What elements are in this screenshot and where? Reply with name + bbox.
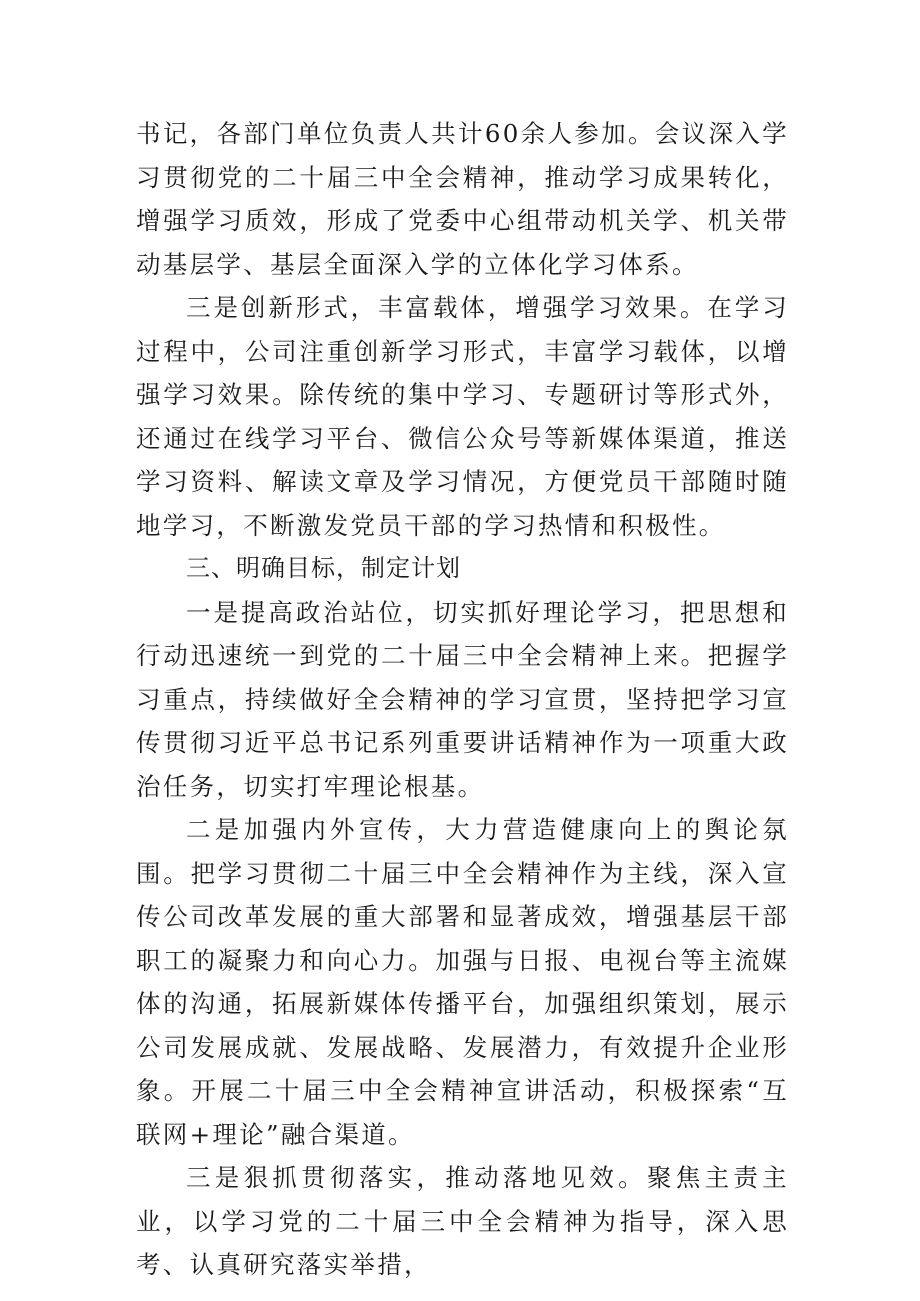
paragraph-political-stance: 一是提高政治站位，切实抓好理论学习，把思想和行动迅速统一到党的二十届三中全会精神上来。把握学习重点，持续做好全会精神的学习宣贯，坚持把学习宣传贯彻习近平总书记系列重要讲话精神作为一项重大政治任务，切实打牢理论根基。 — [136, 597, 789, 801]
section-heading-goals-plans: 三、明确目标，制定计划 — [186, 554, 461, 582]
paragraph-meeting-summary: 书记，各部门单位负责人共计60余人参加。会议深入学习贯彻党的二十届三中全会精神，推动学习成果转化，增强学习质效，形成了党委中心组带动机关学、机关带动基层学、基层全面深入学的立体化学习体系。 — [136, 119, 789, 279]
paragraph-publicity: 二是加强内外宣传，大力营造健康向上的舆论氛围。把学习贯彻二十届三中全会精神作为主线，深入宣传公司改革发展的重大部署和显著成效，增强基层干部职工的凝聚力和向心力。加强与日报、电视台等主流媒体的沟通，拓展新媒体传播平台，加强组织策划，展示公司发展成就、发展战略、发展潜力，有效提升企业形象。开展二十届三中全会精神宣讲活动，积极探索“互联网+理论”融合渠道。 — [136, 815, 789, 1149]
paragraph-implementation: 三是狠抓贯彻落实，推动落地见效。聚焦主责主业，以学习党的二十届三中全会精神为指导，深入思考、认真研究落实举措， — [136, 1163, 789, 1279]
document-body — [136, 112, 789, 1287]
paragraph-innovate-forms: 三是创新形式，丰富载体，增强学习效果。在学习过程中，公司注重创新学习形式，丰富学习载体，以增强学习效果。除传统的集中学习、专题研讨等形式外，还通过在线学习平台、微信公众号等新媒体渠道，推送学习资料、解读文章及学习情况，方便党员干部随时随地学习，不断激发党员干部的学习热情和积极性。 — [136, 293, 789, 540]
